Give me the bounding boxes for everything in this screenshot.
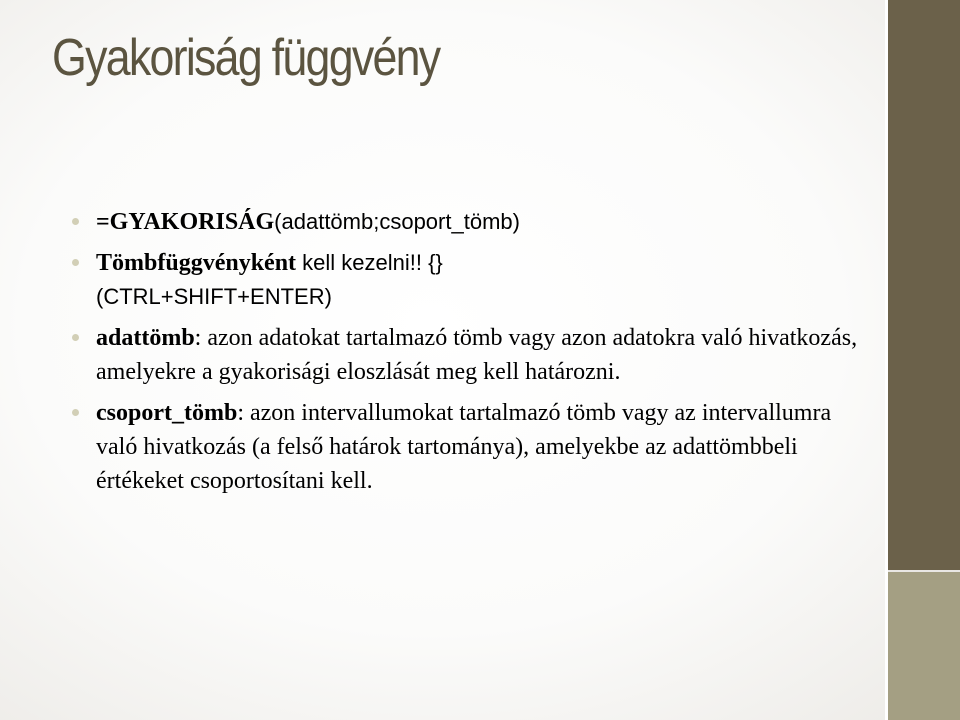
bullet-dot-icon: [72, 259, 79, 266]
bullet-desc: : azon intervallumokat tartalmazó tömb vagy az intervallumra való hivatkozás (a felső határok tartománya), amelyekbe az adattömbbeli értékeket csoportosítani kell.: [96, 400, 832, 494]
bullet-text: [96, 205, 862, 239]
bullet-text: [96, 396, 862, 498]
bullet-item-adattomb: [72, 321, 862, 389]
bullet-dot-icon: [72, 218, 79, 225]
bullet-item-array: [72, 246, 862, 314]
bullet-desc: (adattömb;csoport_tömb): [274, 209, 520, 234]
slide-title: Gyakoriság függvény: [52, 29, 440, 87]
bullet-desc: : azon adatokat tartalmazó tömb vagy azon adatokra való hivatkozás, amelyekre a gyakorisági eloszlását meg kell határozni.: [96, 325, 858, 385]
bullet-item-function: [72, 205, 862, 239]
bullet-dot-icon: [72, 334, 79, 341]
sidebar-edge: [885, 0, 888, 720]
bullet-desc-line2: (CTRL+SHIFT+ENTER): [96, 284, 332, 309]
bullet-text: [96, 321, 862, 389]
sidebar-band-light: [888, 572, 960, 720]
bullet-desc: kell kezelni!! {}: [296, 250, 443, 275]
bullet-term: adattömb: [96, 325, 195, 351]
bullet-text: [96, 246, 862, 314]
bullet-term: Tömbfüggvényként: [96, 250, 297, 276]
bullet-list: [72, 205, 862, 505]
bullet-dot-icon: [72, 409, 79, 416]
bullet-term: =GYAKORISÁG: [96, 209, 275, 235]
bullet-item-csoport: [72, 396, 862, 498]
bullet-term: csoport_tömb: [96, 400, 238, 426]
